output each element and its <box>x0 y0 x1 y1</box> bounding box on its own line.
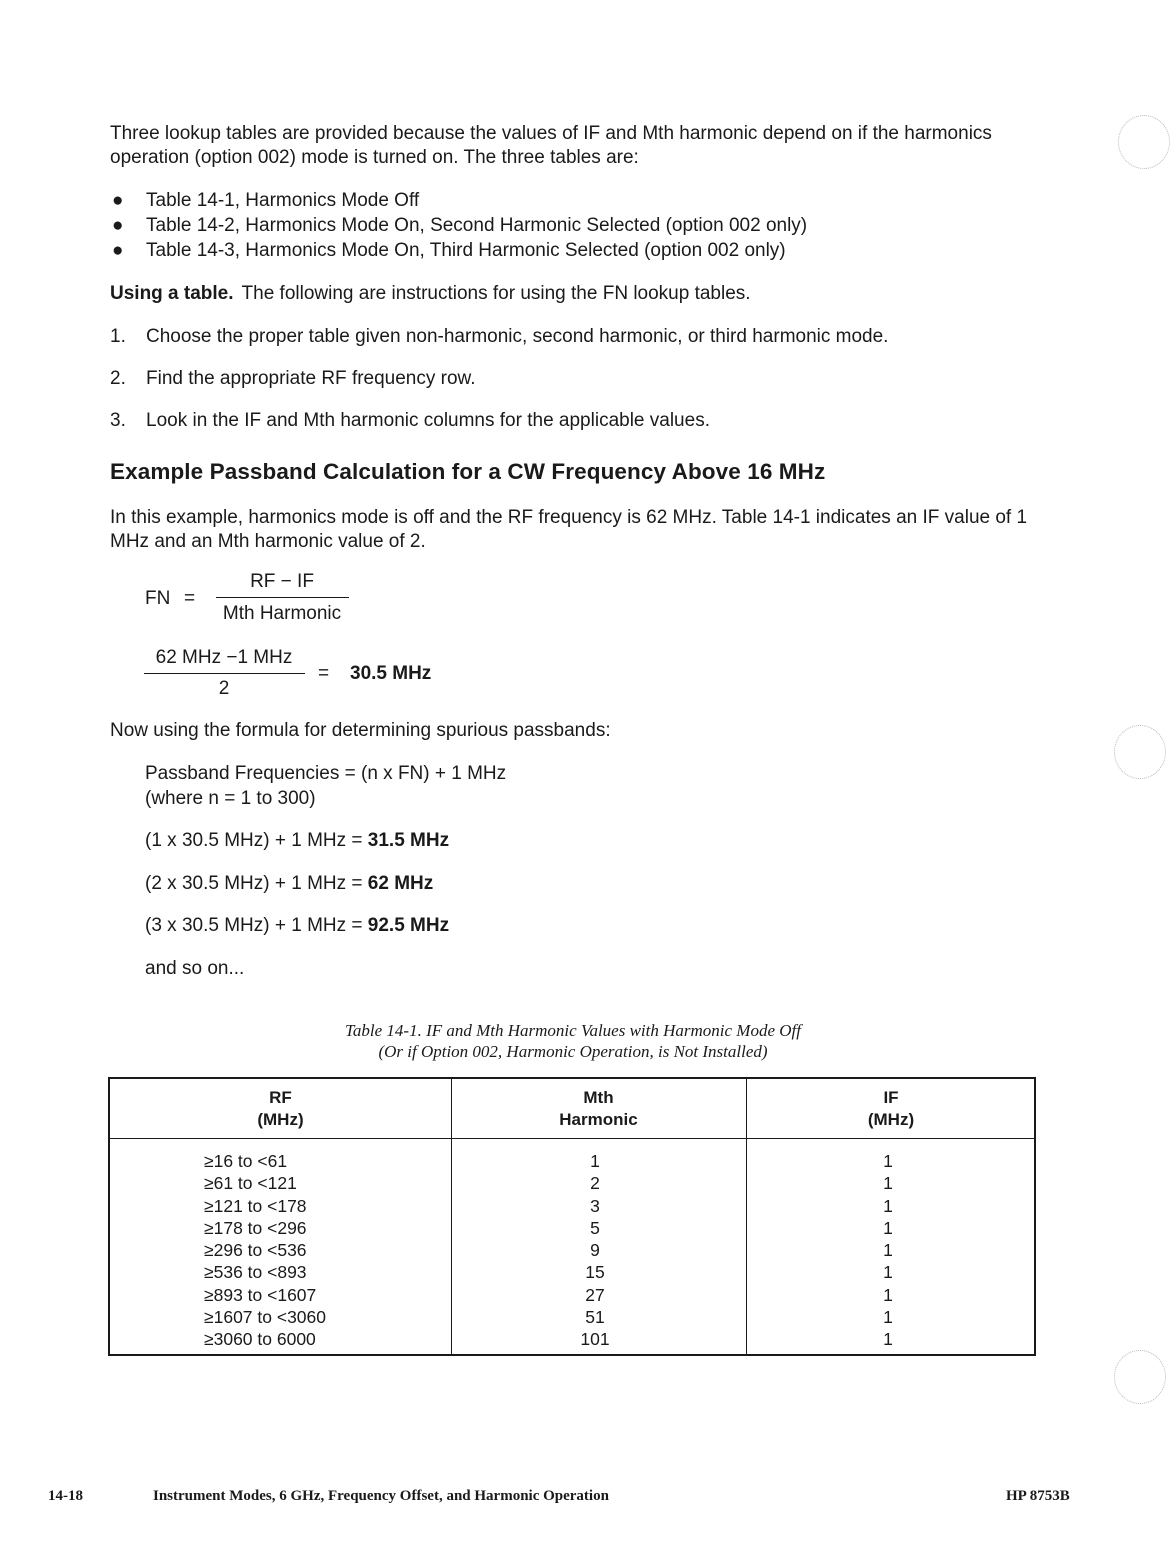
fraction-bar <box>144 673 305 674</box>
bullet-text: Table 14-2, Harmonics Mode On, Second Harmonic Selected (option 002 only) <box>146 215 808 236</box>
example-paragraph: In this example, harmonics mode is off and the RF frequency is 62 MHz. Table 14-1 indicates an IF value of 1 MHz and an Mth harmonic value of 2. <box>110 507 1028 552</box>
table-cell: 1 <box>883 1307 893 1328</box>
calc-line <box>145 914 449 938</box>
calc-result: 31.5 MHz <box>367 830 450 851</box>
table-cell: ≥178 to <296 <box>204 1217 307 1238</box>
calc-result: 62 MHz <box>367 873 434 894</box>
using-label: Using a table. <box>110 283 234 304</box>
table-cell: 1 <box>883 1284 893 1305</box>
model-name: HP 8753B <box>1006 1488 1070 1504</box>
formula-equals: = <box>184 588 196 609</box>
mth-column <box>565 1150 625 1351</box>
using-text: The following are instructions for using the FN lookup tables. <box>241 283 751 304</box>
column-header-rf <box>110 1087 451 1131</box>
now-paragraph: Now using the formula for determining spurious passbands: <box>110 720 611 741</box>
example-result: 30.5 MHz <box>350 663 432 684</box>
table-cell: ≥296 to <536 <box>204 1240 307 1261</box>
fraction-bar <box>216 597 349 598</box>
example-denominator: 2 <box>218 678 230 699</box>
and-so-on: and so on... <box>145 958 245 979</box>
formula-denominator: Mth Harmonic <box>222 603 342 624</box>
table-cell: ≥536 to <893 <box>204 1262 307 1283</box>
calc-line <box>145 829 449 853</box>
bullet-icon: ● <box>112 215 124 236</box>
list-item <box>110 367 476 391</box>
section-title: Instrument Modes, 6 GHz, Frequency Offset, and Harmonic Operation <box>153 1488 609 1504</box>
step-text: Choose the proper table given non-harmonic, second harmonic, or third harmonic mode. <box>146 326 889 347</box>
calc-line <box>145 872 433 896</box>
list-item <box>112 239 786 263</box>
table-cell: 1 <box>883 1329 893 1350</box>
punch-hole <box>1118 115 1170 169</box>
table-cell: ≥893 to <1607 <box>204 1284 317 1305</box>
list-item <box>112 214 807 238</box>
calc-expression: (2 x 30.5 MHz) + 1 MHz = <box>145 873 363 894</box>
header-line: IF <box>883 1088 899 1107</box>
harmonic-table <box>108 1077 1036 1356</box>
column-header-if <box>746 1087 1036 1131</box>
table-cell: 51 <box>585 1307 605 1328</box>
bullet-text: Table 14-3, Harmonics Mode On, Third Harmonic Selected (option 002 only) <box>146 240 786 261</box>
calc-expression: (3 x 30.5 MHz) + 1 MHz = <box>145 915 363 936</box>
using-paragraph <box>110 282 751 306</box>
table-cell: 1 <box>883 1240 893 1261</box>
table-cell: ≥16 to <61 <box>204 1151 288 1171</box>
column-header-mth <box>451 1087 746 1131</box>
formula-lhs: FN <box>145 588 171 609</box>
calc-result: 92.5 MHz <box>367 915 450 936</box>
table-cell: ≥3060 to 6000 <box>204 1329 316 1350</box>
list-item <box>110 409 710 433</box>
table-cell: 2 <box>590 1173 600 1194</box>
example-numerator: 62 MHz −1 MHz <box>155 647 293 668</box>
table-cell: 3 <box>590 1195 600 1216</box>
table-cell: 15 <box>585 1262 605 1283</box>
step-number: 3. <box>110 410 126 431</box>
table-cell: 1 <box>883 1217 893 1238</box>
table-caption <box>110 1020 1036 1062</box>
header-divider <box>110 1138 1034 1139</box>
header-line: (MHz) <box>257 1110 304 1129</box>
intro-paragraph: Three lookup tables are provided because the values of IF and Mth harmonic depend on if the harmonics operation (option 002) mode is turned on. The three tables are: <box>110 123 992 168</box>
table-cell: 5 <box>590 1217 600 1238</box>
table-cell: 27 <box>585 1284 605 1305</box>
bullet-text: Table 14-1, Harmonics Mode Off <box>146 190 420 211</box>
punch-hole <box>1114 1350 1166 1404</box>
table-cell: ≥61 to <121 <box>204 1173 297 1194</box>
bullet-icon: ● <box>112 240 124 261</box>
section-heading: Example Passband Calculation for a CW Frequency Above 16 MHz <box>110 459 826 484</box>
table-cell: 1 <box>883 1173 893 1194</box>
step-text: Find the appropriate RF frequency row. <box>146 368 476 389</box>
table-cell: 1 <box>883 1262 893 1283</box>
bullet-icon: ● <box>112 190 124 211</box>
example-equals: = <box>318 663 330 684</box>
if-column <box>868 1150 908 1351</box>
header-line: Harmonic <box>559 1110 638 1129</box>
list-item <box>112 189 419 213</box>
table-cell: ≥121 to <178 <box>204 1195 307 1216</box>
punch-hole <box>1114 725 1166 779</box>
passband-formula: Passband Frequencies = (n x FN) + 1 MHz <box>145 763 507 784</box>
list-item <box>110 325 888 349</box>
table-caption-line: (Or if Option 002, Harmonic Operation, is Not Installed) <box>378 1042 768 1061</box>
step-number: 2. <box>110 368 126 389</box>
table-caption-line: Table 14-1. IF and Mth Harmonic Values with Harmonic Mode Off <box>345 1021 801 1040</box>
header-line: Mth <box>583 1088 614 1107</box>
table-cell: ≥1607 to <3060 <box>204 1307 327 1328</box>
page-number: 14-18 <box>48 1488 83 1504</box>
rf-column <box>204 1150 326 1351</box>
step-text: Look in the IF and Mth harmonic columns for the applicable values. <box>146 410 710 431</box>
header-line: (MHz) <box>867 1110 915 1129</box>
calc-expression: (1 x 30.5 MHz) + 1 MHz = <box>145 830 363 851</box>
header-line: RF <box>269 1088 292 1107</box>
formula-numerator: RF − IF <box>250 571 314 592</box>
table-cell: 1 <box>883 1151 893 1171</box>
where-note: (where n = 1 to 300) <box>145 788 316 809</box>
table-cell: 1 <box>883 1195 893 1216</box>
table-cell: 101 <box>580 1329 610 1350</box>
table-cell: 1 <box>590 1151 600 1171</box>
table-cell: 9 <box>590 1240 600 1261</box>
step-number: 1. <box>110 326 126 347</box>
